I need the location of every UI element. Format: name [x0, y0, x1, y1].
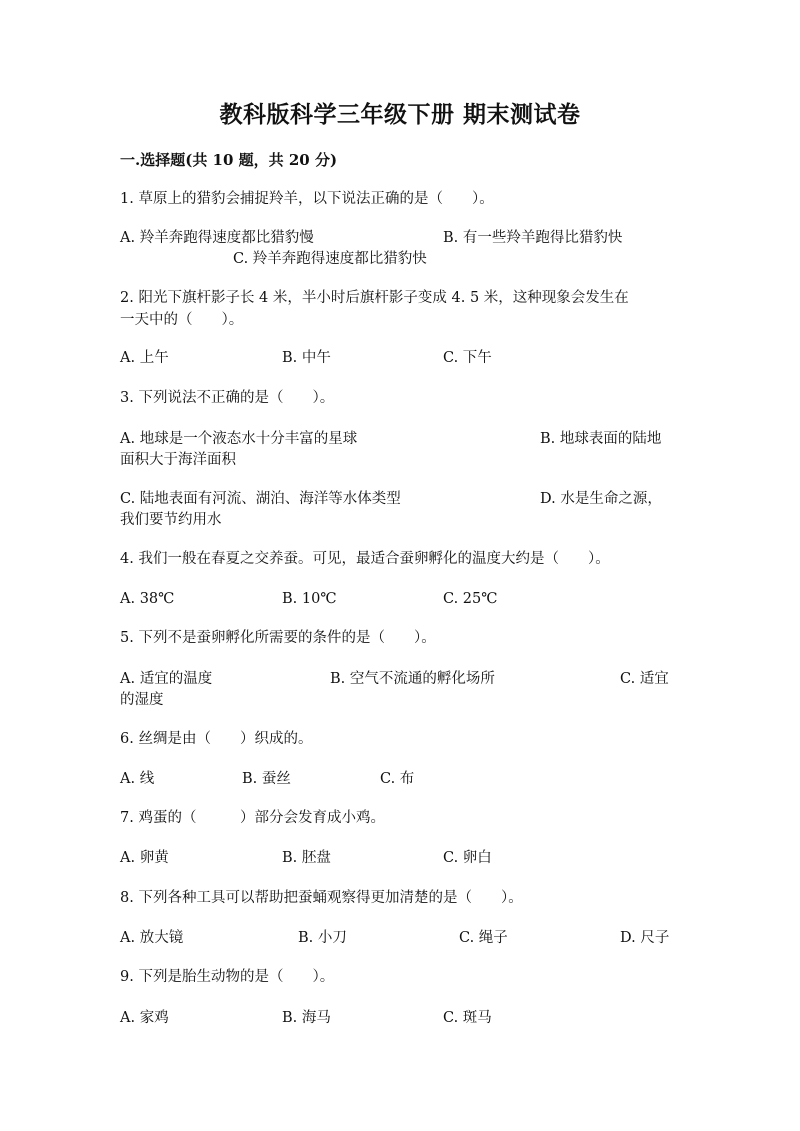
- question-3-stem: 3. 下列说法不正确的是（ ）。: [120, 390, 335, 406]
- question-3-option-b: B. 地球表面的陆地: [540, 431, 662, 447]
- page-title: 教科版科学三年级下册 期末测试卷: [219, 101, 581, 128]
- question-6-option-b: B. 蚕丝: [242, 771, 291, 787]
- section-heading: 一.选择题(共 10 题，共 20 分): [120, 151, 338, 169]
- question-9-option-a: A. 家鸡: [120, 1010, 169, 1026]
- question-4-option-a: A. 38℃: [120, 591, 175, 607]
- question-3-option-a: A. 地球是一个液态水十分丰富的星球: [120, 431, 358, 447]
- question-4-option-c: C. 25℃: [443, 591, 498, 607]
- question-5-stem: 5. 下列不是蚕卵孵化所需要的条件的是（ ）。: [120, 630, 436, 646]
- question-2-stem-line-2: 一天中的（ ）。: [120, 312, 244, 328]
- question-7-option-a: A. 卵黄: [120, 850, 169, 866]
- question-5-option-c: C. 适宜: [620, 671, 669, 687]
- question-5-option-c-continued: 的湿度: [120, 692, 164, 708]
- question-3-option-d: D. 水是生命之源，: [540, 491, 662, 507]
- question-9-option-c: C. 斑马: [443, 1010, 492, 1026]
- question-6-stem: 6. 丝绸是由（ ）织成的。: [120, 731, 313, 747]
- question-1-option-a: A. 羚羊奔跑得速度都比猎豹慢: [120, 230, 314, 246]
- question-5-option-b: B. 空气不流通的孵化场所: [330, 671, 495, 687]
- question-4-stem: 4. 我们一般在春夏之交养蚕。可见，最适合蚕卵孵化的温度大约是（ ）。: [120, 551, 610, 567]
- question-7-option-b: B. 胚盘: [282, 850, 331, 866]
- question-6-option-a: A. 线: [120, 771, 155, 787]
- question-6-option-c: C. 布: [380, 771, 415, 787]
- question-1-option-c: C. 羚羊奔跑得速度都比猎豹快: [233, 251, 427, 267]
- question-2-option-c: C. 下午: [443, 350, 492, 366]
- question-2-stem-line-1: 2. 阳光下旗杆影子长 4 米，半小时后旗杆影子变成 4. 5 米，这种现象会发生在: [120, 290, 629, 306]
- question-9-stem: 9. 下列是胎生动物的是（ ）。: [120, 969, 335, 985]
- question-8-option-a: A. 放大镜: [120, 930, 184, 946]
- question-3-option-d-continued: 我们要节约用水: [120, 512, 222, 528]
- question-4-option-b: B. 10℃: [282, 591, 337, 607]
- question-9-option-b: B. 海马: [282, 1010, 331, 1026]
- question-5-option-a: A. 适宜的温度: [120, 671, 213, 687]
- question-8-option-c: C. 绳子: [459, 930, 508, 946]
- question-8-option-d: D. 尺子: [620, 930, 670, 946]
- question-3-option-c: C. 陆地表面有河流、湖泊、海洋等水体类型: [120, 491, 401, 507]
- question-2-option-b: B. 中午: [282, 350, 331, 366]
- question-2-option-a: A. 上午: [120, 350, 169, 366]
- question-7-option-c: C. 卵白: [443, 850, 492, 866]
- question-1-stem: 1. 草原上的猎豹会捕捉羚羊，以下说法正确的是（ ）。: [120, 191, 494, 207]
- question-8-option-b: B. 小刀: [298, 930, 347, 946]
- question-1-option-b: B. 有一些羚羊跑得比猎豹快: [443, 230, 623, 246]
- question-7-stem: 7. 鸡蛋的（ ）部分会发育成小鸡。: [120, 810, 385, 826]
- question-8-stem: 8. 下列各种工具可以帮助把蚕蛹观察得更加清楚的是（ ）。: [120, 890, 523, 906]
- question-3-option-b-continued: 面积大于海洋面积: [120, 452, 236, 468]
